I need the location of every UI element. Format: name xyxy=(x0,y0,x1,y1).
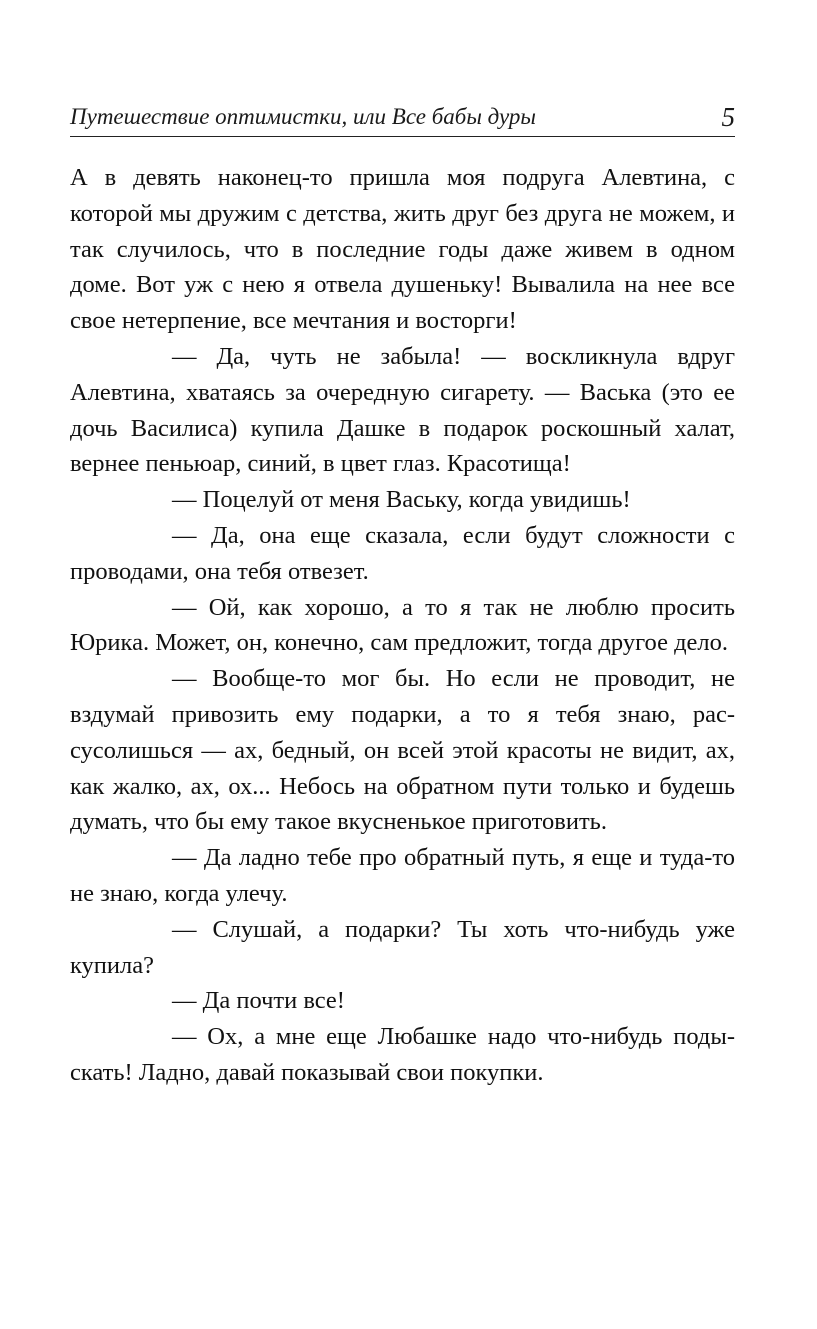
running-title: Путешествие оптимистки, или Все бабы дуры xyxy=(70,104,536,129)
paragraph: — Да ладно тебе про обратный путь, я еще и туда-то не знаю, когда улечу. xyxy=(70,844,735,907)
page-number: 5 xyxy=(721,102,735,132)
paragraph: — Ох, а мне еще Любашке надо что-нибудь подыскать! Ладно, давай показывай свои покупки. xyxy=(70,1023,735,1086)
paragraph: — Слушай, а подарки? Ты хоть что-нибудь уже купила? xyxy=(70,915,735,979)
paragraph: — Да, чуть не забыла! — воскликнула вдруг Алевтина, хватаясь за очередную сигарету. — Васька (это ее дочь Василиса) купила Дашке в подарок роскошный халат, вернее пеньюар, синий, в цвет глаз. Красотища! xyxy=(70,342,735,478)
paragraph: — Да, она еще сказала, если будут сложности с проводами, она тебя отвезет. xyxy=(70,521,735,585)
body-text xyxy=(70,160,735,1091)
paragraph: — Ой, как хорошо, а то я так не люблю просить Юрика. Может, он, конечно, сам предложит, тогда другое дело. xyxy=(70,593,735,657)
paragraph: — Вообще-то мог бы. Но если не проводит, не вздумай привозить ему подарки, а то я тебя знаю, рассусолишься — ах, бедный, он всей этой красоты не видит, ах, как жалко, ах, ох... Небось на обратном пути только и будешь думать, что бы ему такое вкусненькое приготовить. xyxy=(70,665,735,836)
paragraph: — Поцелуй от меня Ваську, когда увидишь! xyxy=(172,486,631,514)
running-head xyxy=(70,102,735,137)
paragraph: А в девять наконец-то пришла моя подруга Алевтина, с которой мы дружим с детства, жить друг без друга не можем, и так случилось, что в последние годы даже живем в одном доме. Вот уж с нею я отвела душеньку! Вывалила на нее все свое нетерпение, все мечтания и восторги! xyxy=(70,164,735,335)
paragraph: — Да почти все! xyxy=(172,987,345,1015)
